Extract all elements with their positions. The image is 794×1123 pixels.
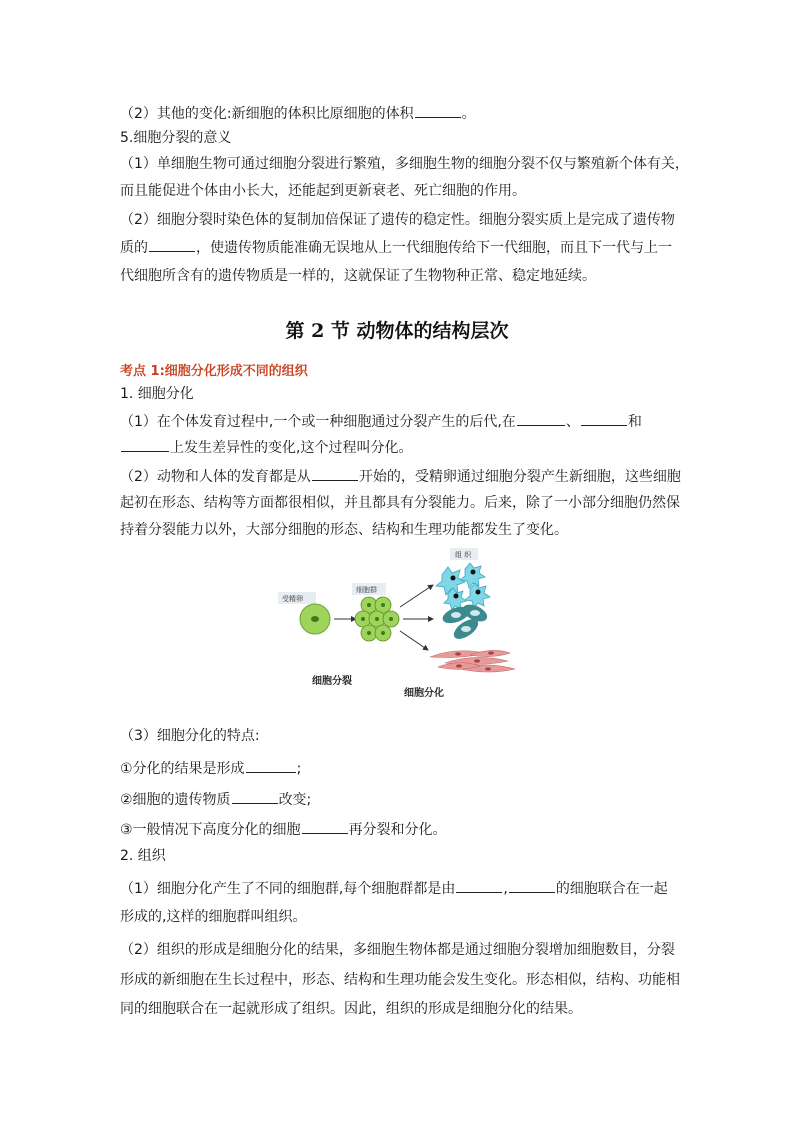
part1-p2-line3: 持着分裂能力以外，大部分细胞的形态、结构和生理功能都发生了变化。 [120,522,568,538]
zygote-label: 受精卵 [282,595,303,603]
answer-blank [415,103,461,118]
part1-p3-title: （3）细胞分化的特点: [120,728,260,744]
part2-p1-line1: （1）细胞分化产生了不同的细胞群,每个细胞群都是由 , 的细胞联合在一起 [120,878,668,899]
cell-cluster [355,597,399,641]
part1-p2-line2: 起初在形态、结构等方面都很相似，并且都具有分裂能力。后来，除了一小部分细胞仍然保 [120,495,680,511]
section-heading: 第 2 节 动物体的结构层次 [285,320,509,342]
part1-title: 1. 细胞分化 [120,386,194,402]
caption-division: 细胞分裂 [312,676,352,687]
tissue-cyan-cells [436,563,490,610]
p5-2-line3: 代细胞所含有的遗传物质是一样的，这就保证了生物物种正常、稳定地延续。 [120,268,596,284]
section-5-title: 5.细胞分裂的意义 [120,130,232,146]
part1-p2-line1: （2）动物和人体的发育都是从 开始的，受精卵通过细胞分裂产生新细胞，这些细胞 [120,466,681,487]
part2-p2-line3: 同的细胞联合在一起就形成了组织。因此，组织的形成是细胞分化的结果。 [120,1001,582,1017]
caption-differentiation: 细胞分化 [404,688,444,699]
answer-blank [509,878,555,893]
part2-title: 2. 组织 [120,848,166,864]
kaodian-title: 考点 1:细胞分化形成不同的组织 [120,364,308,379]
answer-blank [121,437,169,452]
part1-p1-line1: （1）在个体发育过程中,一个或一种细胞通过分裂产生的后代,在 、 和 [120,411,642,432]
p5-1-line2: 而且能促进个体由小长大，还能起到更新衰老、死亡细胞的作用。 [120,183,526,199]
p5-2-line1: （2）细胞分裂时染色体的复制加倍保证了遗传的稳定性。细胞分裂实质上是完成了遗传物 [120,212,675,228]
answer-blank [456,878,502,893]
answer-blank [312,466,358,481]
cluster-label: 细胞群 [356,586,377,594]
answer-blank [302,819,348,834]
answer-blank [149,237,195,252]
tissue-label: 组 织 [455,551,472,559]
zygote-nucleus [311,616,319,622]
part1-p3-item2: ②细胞的遗传物质 改变; [120,789,311,810]
p5-2-line2: 质的 ，使遗传物质能准确无误地从上一代细胞传给下一代细胞，而且下一代与上一 [120,237,672,258]
tissue-teal-cells [440,601,489,643]
answer-blank [232,789,278,804]
answer-blank [517,411,565,426]
part2-p2-line1: （2）组织的形成是细胞分化的结果，多细胞生物体都是通过细胞分裂增加细胞数目，分裂 [120,942,675,958]
answer-blank [246,758,296,773]
part1-p3-item3: ③一般情况下高度分化的细胞 再分裂和分化。 [120,819,447,840]
cell-differentiation-figure [270,545,530,705]
part2-p2-line2: 形成的新细胞在生长过程中，形态、结构和生理功能会发生变化。形态相似，结构、功能相 [120,972,680,988]
part1-p1-line2: 上发生差异性的变化,这个过程叫分化。 [120,437,412,458]
tissue-pink-cells [430,650,515,672]
arrow-to-tissue-1 [400,585,433,607]
answer-blank [581,411,627,426]
part2-p1-line2: 形成的,这样的细胞群叫组织。 [120,909,307,925]
p2-other-changes: （2）其他的变化:新细胞的体积比原细胞的体积 。 [120,103,476,124]
part1-p3-item1: ①分化的结果是形成 ; [120,758,301,779]
arrow-to-tissue-3 [400,631,428,650]
p5-1-line1: （1）单细胞生物可通过细胞分裂进行繁殖，多细胞生物的细胞分裂不仅与繁殖新个体有关， [120,156,689,172]
